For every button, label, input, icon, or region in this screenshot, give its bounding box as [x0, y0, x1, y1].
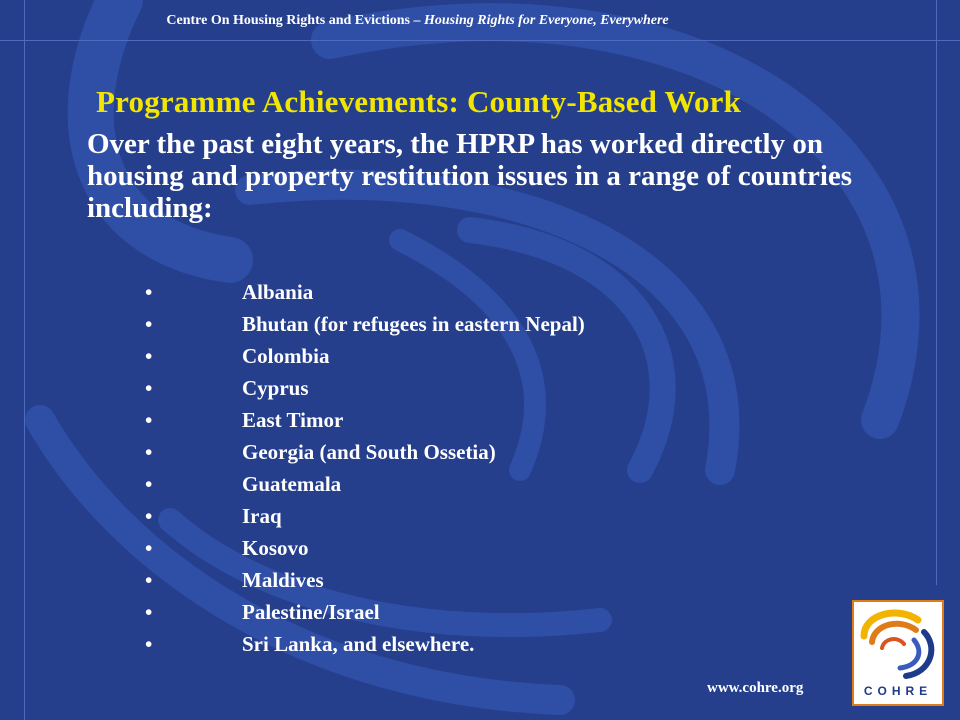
- country-label: Guatemala: [242, 472, 342, 496]
- list-item: [145, 564, 585, 596]
- list-item: [145, 436, 585, 468]
- country-label: Colombia: [242, 344, 330, 368]
- country-label: Georgia (and South Ossetia): [242, 440, 496, 464]
- list-item: [145, 532, 585, 564]
- right-frame-line: [936, 0, 937, 585]
- country-label: Albania: [242, 280, 314, 304]
- intro-paragraph: Over the past eight years, the HPRP has worked directly on housing and property restitution issues in a range of countries including:: [87, 128, 853, 224]
- country-label: Cyprus: [242, 376, 309, 400]
- logo-text: COHRE: [863, 684, 933, 698]
- country-label: Palestine/Israel: [242, 600, 380, 624]
- list-item: [145, 500, 585, 532]
- bullet: •: [145, 312, 153, 336]
- country-label: Iraq: [242, 504, 282, 528]
- bullet: •: [145, 440, 153, 464]
- header-separator: –: [410, 13, 424, 28]
- bullet: •: [145, 408, 153, 432]
- logo-swirl-icon: [854, 602, 942, 682]
- bullet: •: [145, 536, 153, 560]
- country-list: [145, 276, 585, 660]
- footer-url[interactable]: www.cohre.org: [707, 680, 804, 696]
- list-item: [145, 276, 585, 308]
- country-label: Bhutan (for refugees in eastern Nepal): [242, 312, 585, 336]
- country-label: Sri Lanka, and elsewhere.: [242, 632, 475, 656]
- list-item: [145, 596, 585, 628]
- slide-title: Programme Achievements: County-Based Work: [96, 84, 742, 119]
- slide-header: [0, 13, 835, 29]
- list-item: [145, 308, 585, 340]
- bullet: •: [145, 600, 153, 624]
- list-item: [145, 628, 585, 660]
- header-divider: [0, 40, 960, 41]
- list-item: [145, 372, 585, 404]
- left-frame-line: [24, 0, 25, 720]
- list-item: [145, 404, 585, 436]
- bullet: •: [145, 568, 153, 592]
- country-label: Kosovo: [242, 536, 309, 560]
- bullet: •: [145, 632, 153, 656]
- header-org: Centre On Housing Rights and Evictions: [166, 13, 410, 28]
- bullet: •: [145, 472, 153, 496]
- bullet: •: [145, 280, 153, 304]
- country-label: East Timor: [242, 408, 344, 432]
- list-item: [145, 468, 585, 500]
- bullet: •: [145, 504, 153, 528]
- list-item: [145, 340, 585, 372]
- header-tagline: Housing Rights for Everyone, Everywhere: [424, 13, 669, 28]
- bullet: •: [145, 376, 153, 400]
- bullet: •: [145, 344, 153, 368]
- country-label: Maldives: [242, 568, 324, 592]
- cohre-logo: [852, 600, 944, 706]
